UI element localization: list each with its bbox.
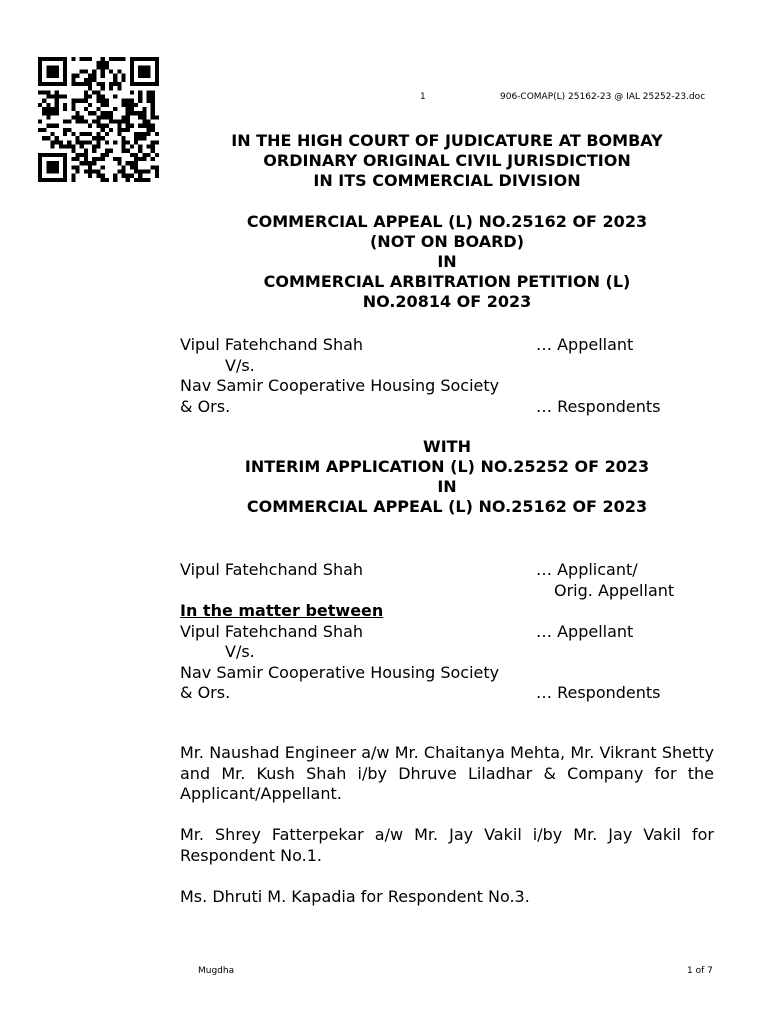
counsel-respondent-3: Ms. Dhruti M. Kapadia for Respondent No.3.: [180, 887, 530, 906]
with-title: [180, 437, 714, 517]
division: IN ITS COMMERCIAL DIVISION: [313, 171, 581, 190]
parties-appeal: [180, 335, 714, 417]
parties-interim: [180, 560, 714, 704]
appeal-number: COMMERCIAL APPEAL (L) NO.25162 OF 2023: [246, 212, 648, 231]
in-word: IN: [437, 252, 457, 271]
with-word: WITH: [423, 437, 471, 456]
interim-application-number: INTERIM APPLICATION (L) NO.25252 OF 2023: [244, 457, 650, 476]
respondent-name: Nav Samir Cooperative Housing Society: [180, 662, 500, 682]
applicant-name: Vipul Fatehchand Shah: [180, 560, 364, 579]
case-title: [180, 131, 714, 191]
petition-number: NO.20814 OF 2023: [362, 292, 532, 311]
header-file-name: 906-COMAP(L) 25162-23 @ IAL 25252-23.doc: [500, 92, 706, 102]
respondent-role: … Respondents: [536, 396, 661, 416]
appellant-name: Vipul Fatehchand Shah: [180, 335, 364, 354]
matter-heading: In the matter between: [180, 601, 384, 620]
appellant-role: … Appellant: [536, 335, 634, 354]
respondent-role: … Respondents: [536, 683, 661, 702]
appellant-role: … Appellant: [536, 621, 634, 641]
jurisdiction: ORDINARY ORIGINAL CIVIL JURISDICTION: [263, 151, 631, 170]
applicant-role: … Applicant/: [536, 560, 638, 579]
petition-title: COMMERCIAL ARBITRATION PETITION (L): [263, 272, 631, 291]
counsel-respondent-1: Mr. Shrey Fatterpekar a/w Mr. Jay Vakil i/by Mr. Jay Vakil for Respondent No.1.: [180, 825, 714, 865]
respondent-others: & Ors.: [180, 396, 231, 416]
applicant-role-cont: Orig. Appellant: [554, 580, 675, 600]
respondent-others: & Ors.: [180, 683, 231, 702]
appeal-number: COMMERCIAL APPEAL (L) NO.25162 OF 2023: [246, 497, 648, 516]
counsel-appellant: Mr. Naushad Engineer a/w Mr. Chaitanya Mehta, Mr. Vikrant Shetty and Mr. Kush Shah i/by Dhruve Liladhar & Company for the Applicant/Appellant.: [180, 743, 714, 803]
header-page-number: 1: [420, 92, 426, 102]
board-status: (NOT ON BOARD): [369, 232, 524, 251]
versus: V/s.: [225, 642, 255, 661]
footer-stenographer: Mugdha: [198, 966, 235, 976]
qr-code: [38, 57, 159, 182]
versus: V/s.: [225, 355, 255, 375]
respondent-name: Nav Samir Cooperative Housing Society: [180, 376, 500, 395]
in-word: IN: [437, 477, 457, 496]
appellant-name: Vipul Fatehchand Shah: [180, 621, 364, 641]
appeal-title: [180, 212, 714, 312]
footer-page-count: 1 of 7: [687, 966, 713, 976]
court-name: IN THE HIGH COURT OF JUDICATURE AT BOMBAY: [231, 131, 663, 150]
